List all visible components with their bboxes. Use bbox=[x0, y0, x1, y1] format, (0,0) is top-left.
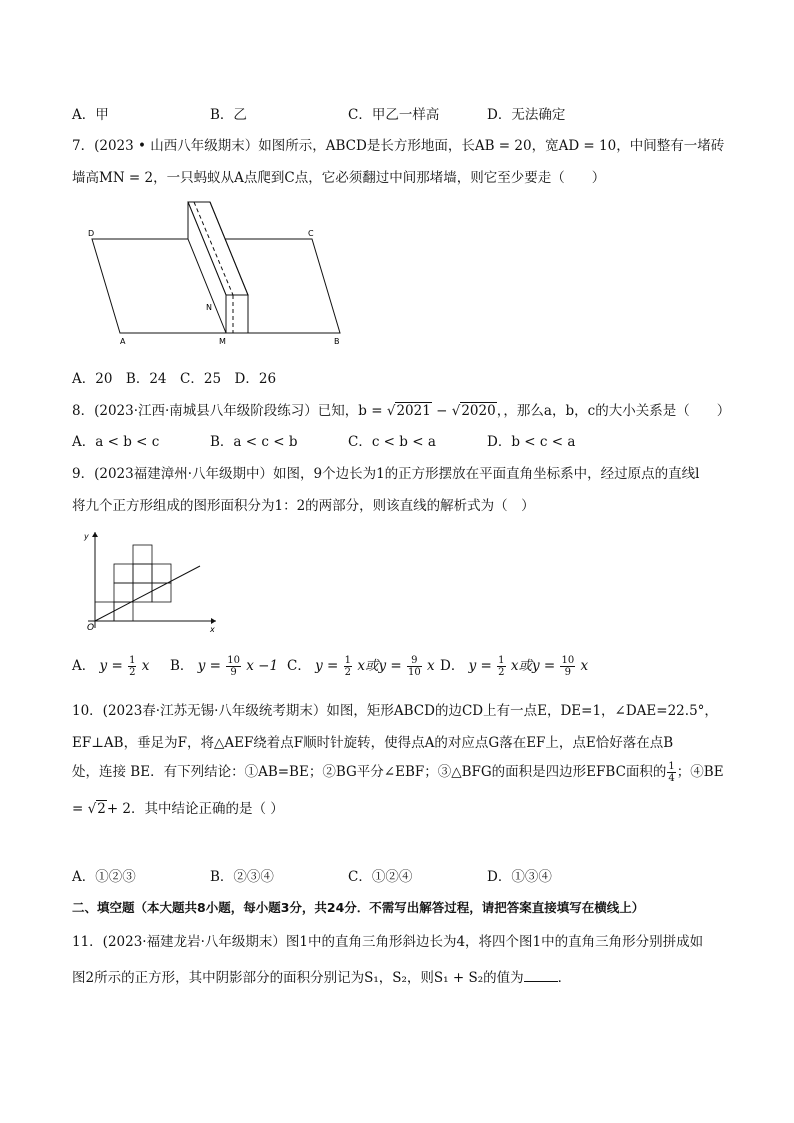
q6-option-a: A．甲 bbox=[72, 107, 109, 123]
q9-d-mid: x或y = bbox=[510, 658, 556, 674]
q9-d-lhs: y = bbox=[468, 658, 492, 674]
q9-label-origin: O bbox=[87, 623, 95, 633]
q10-stem-line4 bbox=[72, 797, 284, 817]
q9-d-den2: 9 bbox=[564, 667, 572, 678]
q9-b-frac bbox=[226, 655, 241, 678]
q8-minus: − bbox=[431, 403, 452, 419]
q10-line3-post: ；④BE bbox=[676, 764, 724, 780]
q9-label-y: y bbox=[84, 532, 89, 541]
q6-option-b: B．乙 bbox=[210, 107, 247, 123]
q10-option-b: B．②③④ bbox=[210, 869, 274, 885]
q9-d-tail: x bbox=[580, 658, 589, 674]
q8-suffix: ，，那么a，b，c的大小关系是（ ） bbox=[496, 403, 731, 419]
q9-stem-line2: 将九个正方形组成的图形面积分为1：2的两部分，则该直线的解析式为（ ） bbox=[72, 498, 535, 514]
q10-frac-num: 1 bbox=[668, 761, 675, 772]
q7-stem-line2: 墙高MN = 2，一只蚂蚁从A点爬到C点，它必须翻过中间那堵墙，则它至少要走（ ） bbox=[72, 170, 606, 186]
q8-sqrt-sign-1: √ bbox=[386, 403, 396, 419]
q9-b-num: 10 bbox=[227, 655, 240, 666]
q9-stem-line1: 9．(2023福建漳州·八年级期中）如图，9个边长为1的正方形摆放在平面直角坐标系中，经过原点的直线l bbox=[72, 466, 700, 482]
q7-label-N: N bbox=[206, 303, 212, 312]
q8-option-a: A．a < b < c bbox=[72, 434, 160, 450]
q8-radicand-1: 2021 bbox=[396, 403, 431, 419]
section-2-heading: 二、填空题（本大题共8小题，每小题3分，共24分．不需写出解答过程，请把答案直接填写在横线上） bbox=[72, 900, 645, 915]
q10-line4-post: + 2．其中结论正确的是（ ） bbox=[106, 801, 284, 817]
q9-b-lhs: y = bbox=[197, 658, 221, 674]
q10-line3-pre: 处，连接 BE．有下列结论：①AB=BE；②BG平分∠EBF；③△BFG的面积是四边形EFBC面积的 bbox=[72, 764, 667, 780]
q9-label-x: x bbox=[210, 625, 215, 634]
q9-a-tail: x bbox=[141, 658, 150, 674]
q9-d-num1: 1 bbox=[498, 655, 505, 666]
q9-a-num: 1 bbox=[129, 655, 136, 666]
q9-c-tail: x bbox=[427, 658, 435, 674]
q7-options: A．20 B．24 C．25 D．26 bbox=[72, 371, 277, 387]
q9-c-frac1 bbox=[344, 655, 352, 678]
q9-c-label: C． bbox=[287, 658, 311, 674]
q8-prefix: 8．(2023·江西·南城县八年级阶段练习）已知，b = bbox=[72, 403, 383, 419]
q7-label-D: D bbox=[88, 229, 95, 238]
q7-label-C: C bbox=[308, 229, 314, 238]
q10-line4-pre: = bbox=[72, 801, 88, 817]
q10-sqrt-sign: √ bbox=[87, 801, 97, 817]
q9-a-lhs: y = bbox=[99, 658, 123, 674]
q8-radicand-2: 2020 bbox=[461, 403, 496, 419]
q10-option-a: A．①②③ bbox=[72, 869, 136, 885]
q8-stem bbox=[72, 399, 730, 419]
q9-a-label: A． bbox=[72, 658, 96, 674]
q9-a-frac bbox=[128, 655, 136, 678]
q7-label-A: A bbox=[120, 337, 126, 346]
q9-c-den2: 10 bbox=[407, 667, 421, 678]
q9-c-den1: 2 bbox=[344, 667, 352, 678]
q9-option-a bbox=[72, 654, 149, 678]
q8-option-d: D．b < c < a bbox=[487, 434, 576, 450]
q11-stem-line2 bbox=[72, 966, 571, 986]
q6-option-c: C．甲乙一样高 bbox=[348, 107, 440, 123]
q7-label-M: M bbox=[219, 337, 226, 346]
q9-d-frac1 bbox=[497, 655, 505, 678]
q9-d-label: D． bbox=[440, 658, 465, 674]
q10-radicand: 2 bbox=[97, 801, 106, 817]
q9-figure bbox=[80, 528, 220, 638]
q7-label-B: B bbox=[334, 337, 340, 346]
q9-d-num2: 10 bbox=[561, 655, 575, 666]
q9-option-c bbox=[287, 654, 435, 678]
q8-option-c: C．c < b < a bbox=[348, 434, 436, 450]
q11-line2-post: ． bbox=[557, 970, 572, 986]
q9-d-frac2 bbox=[560, 655, 575, 678]
q10-frac-den: 4 bbox=[668, 773, 675, 784]
q9-c-num2: 9 bbox=[407, 655, 422, 667]
q10-stem-line3 bbox=[72, 760, 724, 784]
q9-c-lhs: y = bbox=[315, 658, 339, 674]
q10-option-c: C．①②④ bbox=[348, 869, 413, 885]
q11-line2-pre: 图2所示的正方形，其中阴影部分的面积分别记为S₁，S₂，则S₁ + S₂的值为 bbox=[72, 970, 524, 986]
q7-figure bbox=[82, 196, 362, 351]
q11-answer-blank[interactable] bbox=[524, 969, 558, 982]
q10-option-d: D．①③④ bbox=[487, 869, 552, 885]
q9-option-b bbox=[170, 654, 278, 678]
q7-stem-line1: 7．(2023 • 山西八年级期末）如图所示，ABCD是长方形地面，长AB = 20，宽AD = 10，中间整有一堵砖 bbox=[72, 138, 725, 154]
q9-c-num1: 1 bbox=[344, 655, 352, 666]
q8-sqrt-sign-2: √ bbox=[451, 403, 461, 419]
q9-option-d bbox=[440, 654, 588, 678]
q10-stem-line2: EF⊥AB，垂足为F，将△AEF绕着点F顺时针旋转，使得点A的对应点G落在EF上，点E恰好落在点B bbox=[72, 735, 674, 751]
q9-a-den: 2 bbox=[129, 667, 136, 678]
q9-d-den1: 2 bbox=[498, 667, 505, 678]
q9-b-label: B． bbox=[170, 658, 194, 674]
q9-line-l bbox=[95, 566, 200, 621]
q10-frac bbox=[667, 761, 675, 784]
q11-stem-line1: 11．(2023·福建龙岩·八年级期末）图1中的直角三角形斜边长为4，将四个图1中的直角三角形分别拼成如 bbox=[72, 934, 704, 950]
q9-squares bbox=[95, 545, 171, 621]
q9-b-tail: x −1 bbox=[246, 658, 279, 674]
q9-c-frac2 bbox=[407, 655, 422, 678]
q9-b-den: 9 bbox=[230, 667, 237, 678]
q9-c-mid: x或y = bbox=[357, 658, 402, 674]
q8-option-b: B．a < c < b bbox=[210, 434, 298, 450]
q10-stem-line1: 10．(2023春·江苏无锡·八年级统考期末）如图，矩形ABCD的边CD上有一点E，DE=1，∠DAE=22.5°， bbox=[72, 703, 718, 719]
q6-option-d: D．无法确定 bbox=[487, 107, 566, 123]
